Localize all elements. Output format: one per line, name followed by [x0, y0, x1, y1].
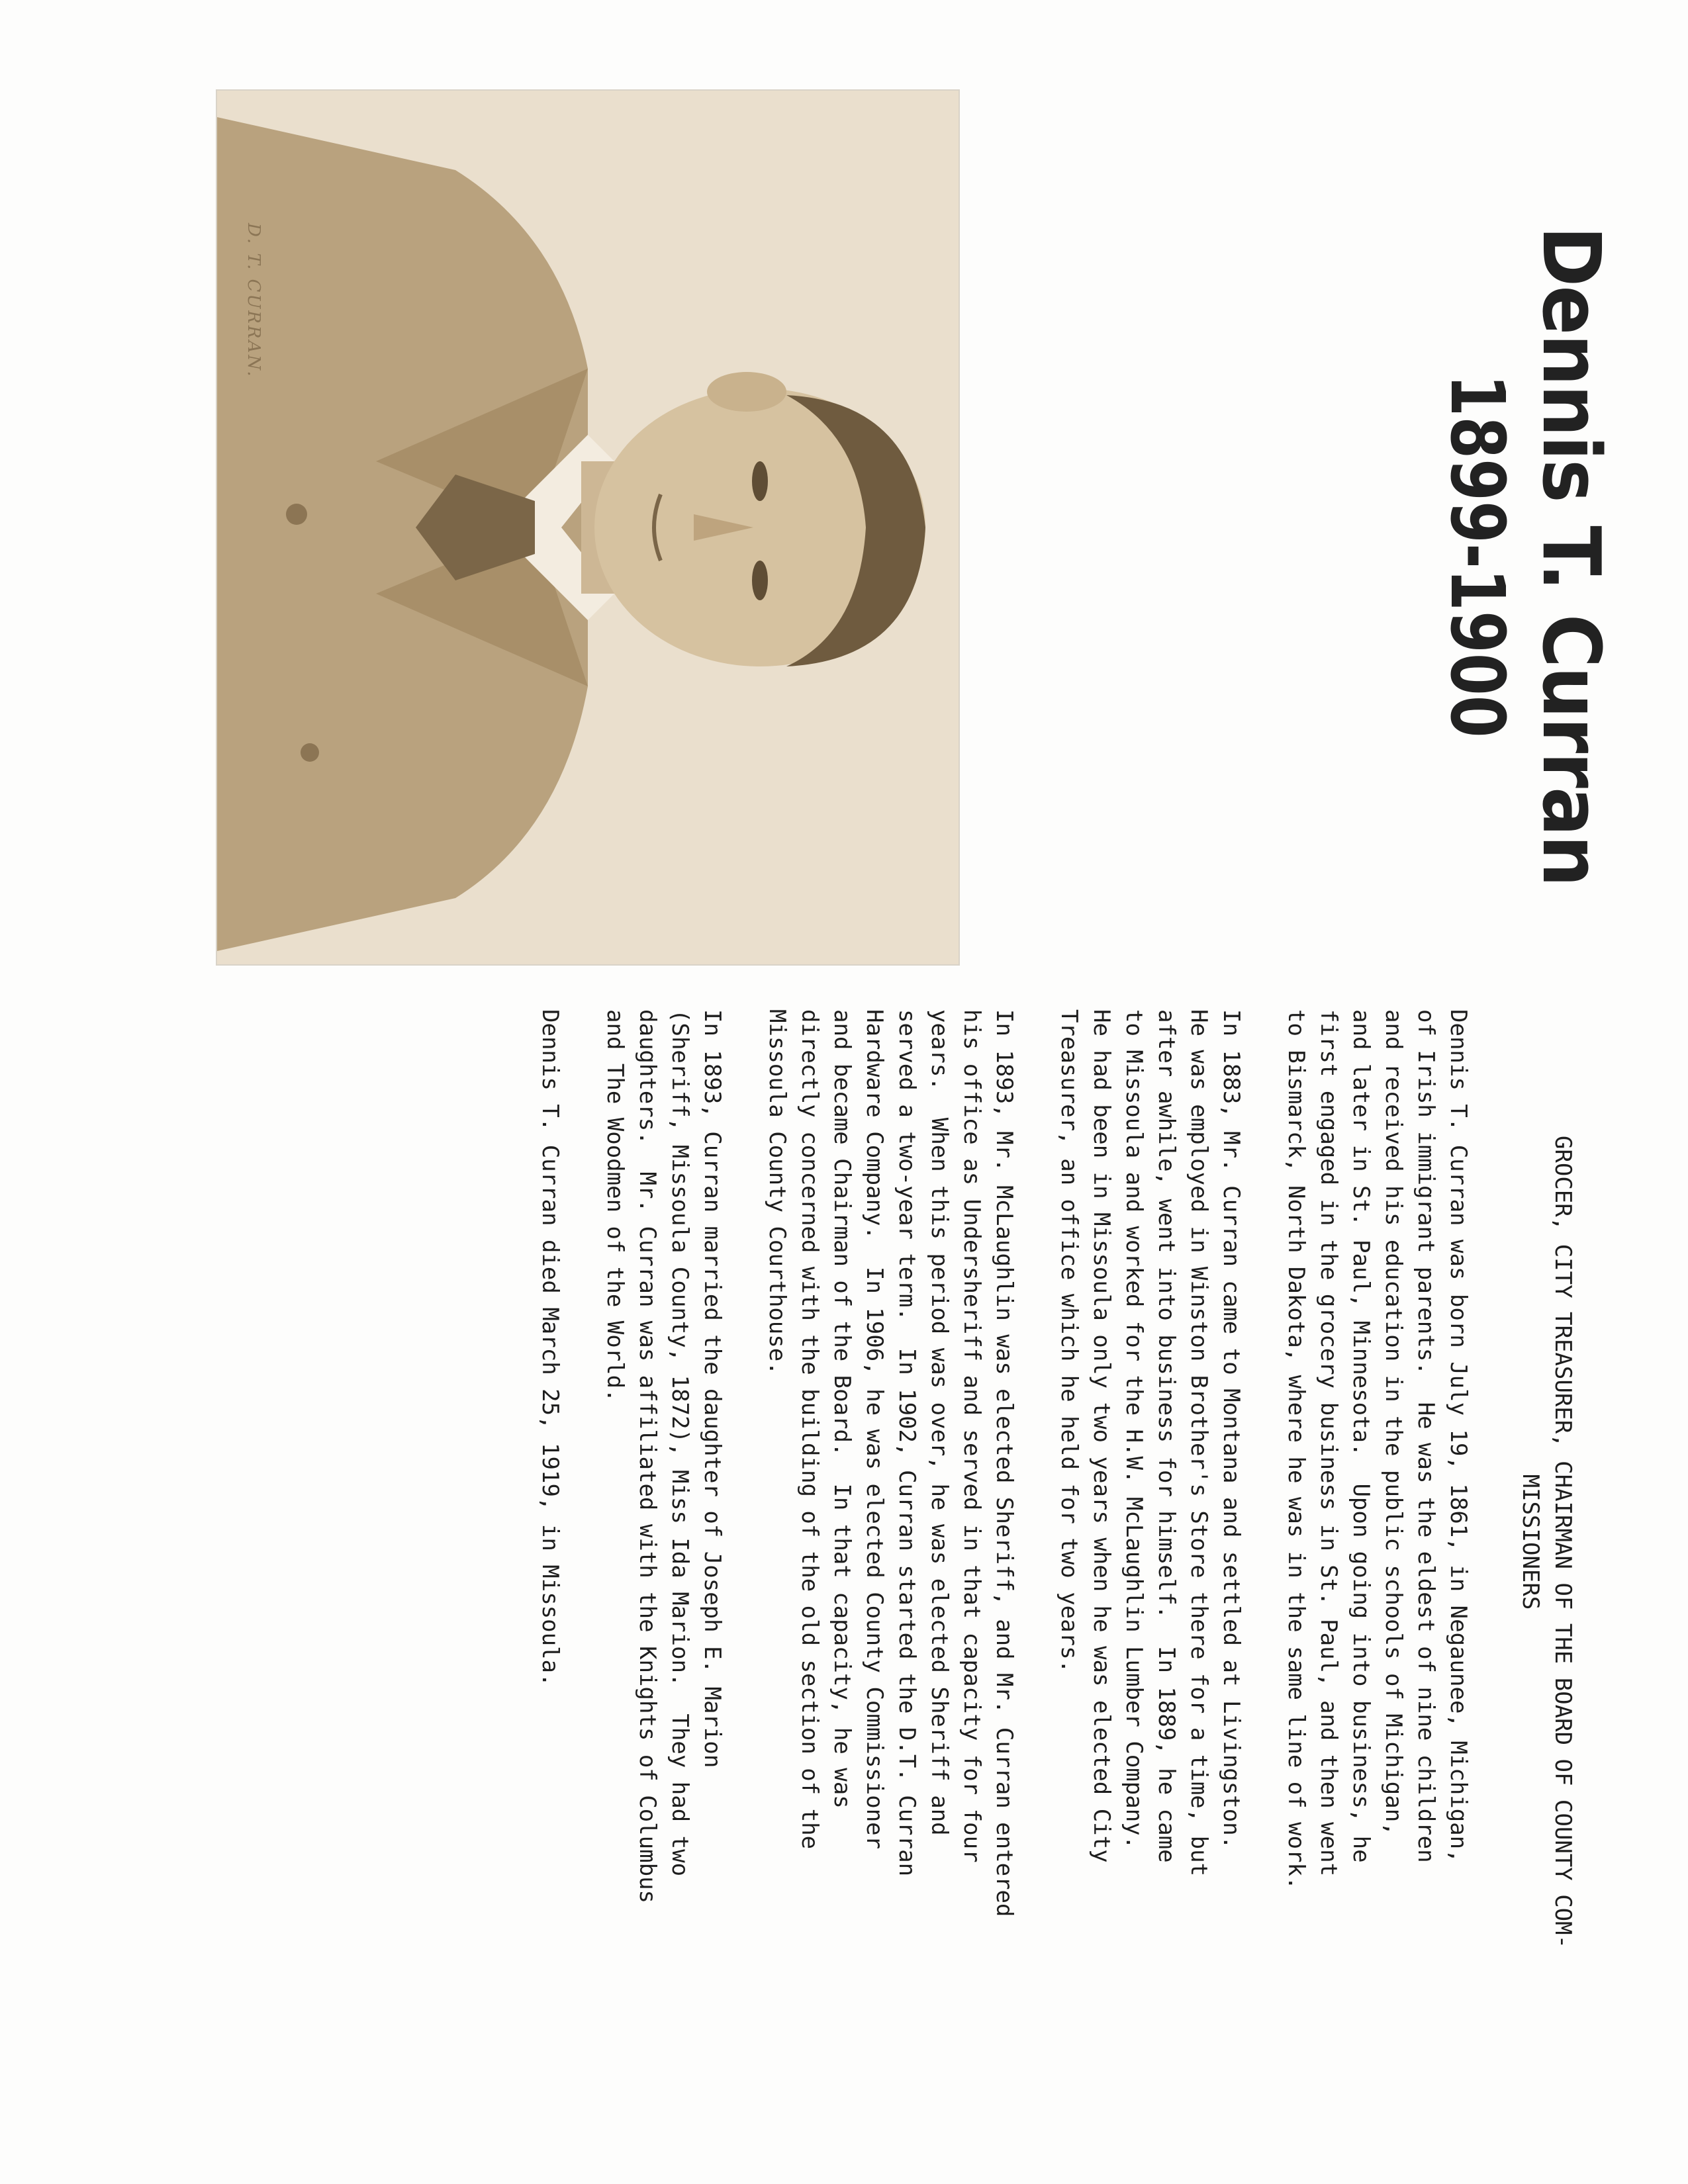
- portrait-illustration: [217, 91, 959, 964]
- paragraph-montana: In 1883, Mr. Curran came to Montana and settled at Livingston. He was employed in Winston Brother's Store there for a time, but after awhile, went into business for himself. In 1889, he came to Missoula and worked for the H.W. McLaughlin Lumber Company. He had been in Missoula only two years when he was elected City Treasurer, an office which he held for two years.: [1056, 1009, 1244, 1877]
- paragraph-death: Dennis T. Curran died March 25, 1919, in Missoula.: [537, 1009, 563, 1687]
- title-years: 1899-1900: [1434, 374, 1520, 738]
- biography-heading: GROCER, CITY TREASURER, CHAIRMAN OF THE BOARD OF COUNTY COM- MISSIONERS: [1517, 1135, 1576, 1949]
- biography-text: [501, 1009, 1579, 2075]
- photo-caption: D. T. CURRAN.: [244, 223, 263, 379]
- paragraph-sheriff: In 1893, Mr. McLaughlin was elected Sheriff, and Mr. Curran entered his office as Undersheriff and served in that capacity for four years. When this period was over, he was elected Sheriff and served a two-year term. In 1902, Curran started the D.T. Curran Hardware Company. In 1906, he was elected County Commissioner and became Chairman of the Board. In that capacity, he was directly concerned with the building of the old section of the Missoula County Courthouse.: [764, 1009, 1017, 1917]
- portrait-photo: [216, 89, 960, 966]
- title-block: [1434, 159, 1617, 953]
- page-title: Dennis T. Curran: [1524, 226, 1617, 886]
- paragraph-family: In 1893, Curran married the daughter of Joseph E. Marion (Sheriff, Missoula County, 1872), Miss Ida Marion. They had two daughters. Mr. Curran was affiliated with the Knights of Columbus and The Woodmen of the World.: [602, 1009, 726, 1904]
- paragraph-early-life: Dennis T. Curran was born July 19, 1861, in Negaunee, Michigan, of Irish immigrant parents. He was the eldest of nine children and received his education in the public schools of Michigan, and later in St. Paul, Minnesota. Upon going into business, he first engaged in the grocery business in St. Paul, and then went to Bismarck, North Dakota, where he was in the same line of work.: [1283, 1009, 1472, 1890]
